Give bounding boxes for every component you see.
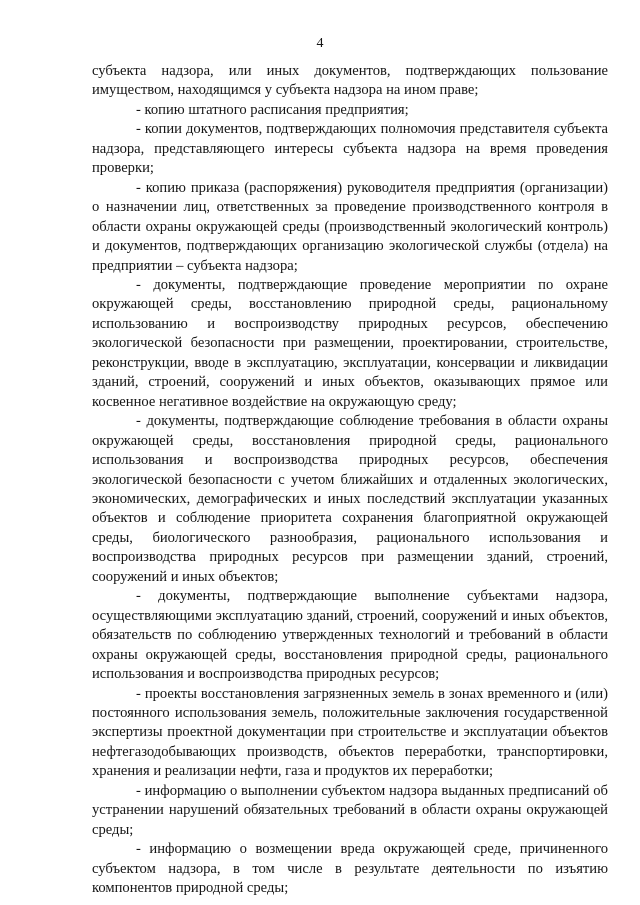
list-item-prescriptions-info: - информацию о выполнении субъектом надзора выданных предписаний об устранении нарушений обязательных требований в области охраны окружающей среды; <box>92 782 608 838</box>
list-item-representative-authority: - копии документов, подтверждающих полномочия представителя субъекта надзора, представляющего интересы субъекта надзора на время проведения проверки; <box>92 121 608 177</box>
list-item-protection-measures: - документы, подтверждающие проведение мероприятии по охране окружающей среды, восстановлению природной среды, рациональному использованию и воспроизводству природных ресурсов, обеспечению экологической безопасности при размещении, проектировании, строительстве, реконструкции, вводе в эксплуатацию, эксплуатации, консервации и ликвидации зданий, строений, сооружений и иных объектов, оказывающих прямое или косвенное негативное воздействие на окружающую среду; <box>92 276 608 410</box>
list-item-order-copy: - копию приказа (распоряжения) руководителя предприятия (организации) о назначении лиц, ответственных за проведение производственного контроля в области охраны окружающей среды (производственный экологический контроль) и документов, подтверждающих организацию экологической службы (отдела) на предприятии – субъекта надзора; <box>92 179 608 274</box>
list-item-staff-schedule: - копию штатного расписания предприятия; <box>136 101 409 118</box>
list-item-obligations-fulfillment: - документы, подтверждающие выполнение субъектами надзора, осуществляющими эксплуатацию зданий, строений, сооружений и иных объектов, обязательств по соблюдению утвержденных технологий и требований в области охраны окружающей среды, восстановления природной среды, рационального использования и воспроизводства природных ресурсов; <box>92 588 608 683</box>
list-item-damage-compensation: - информацию о возмещении вреда окружающей среде, причиненного субъектом надзора, в том числе в результате деятельности по изъятию компонентов природной среды; <box>92 841 608 897</box>
document-body <box>92 62 608 898</box>
list-item-land-restoration: - проекты восстановления загрязненных земель в зонах временного и (или) постоянного использования земель, положительные заключения государственной экспертизы проектной документации при строительстве и эксплуатации объектов нефтегазодобывающих производств, объектов переработки, транспортировки, хранения и реализации нефти, газа и продуктов их переработки; <box>92 685 608 780</box>
paragraph-continuation: субъекта надзора, или иных документов, подтверждающих пользование имуществом, находящимся у субъекта надзора на ином праве; <box>92 63 608 99</box>
list-item-requirements-compliance: - документы, подтверждающие соблюдение требования в области охраны окружающей среды, восстановления природной среды, рационального использования и воспроизводства природных ресурсов, обеспечения экологической безопасности с учетом ближайших и отдаленных экологических, экономических, демографических и иных последствий эксплуатации указанных объектов и соблюдение приоритета сохранения благоприятной окружающей среды, биологического разнообразия, рационального использования и воспроизводства природных ресурсов при размещении зданий, строений, сооружений и иных объектов; <box>92 413 608 585</box>
page-number: 4 <box>316 36 324 51</box>
